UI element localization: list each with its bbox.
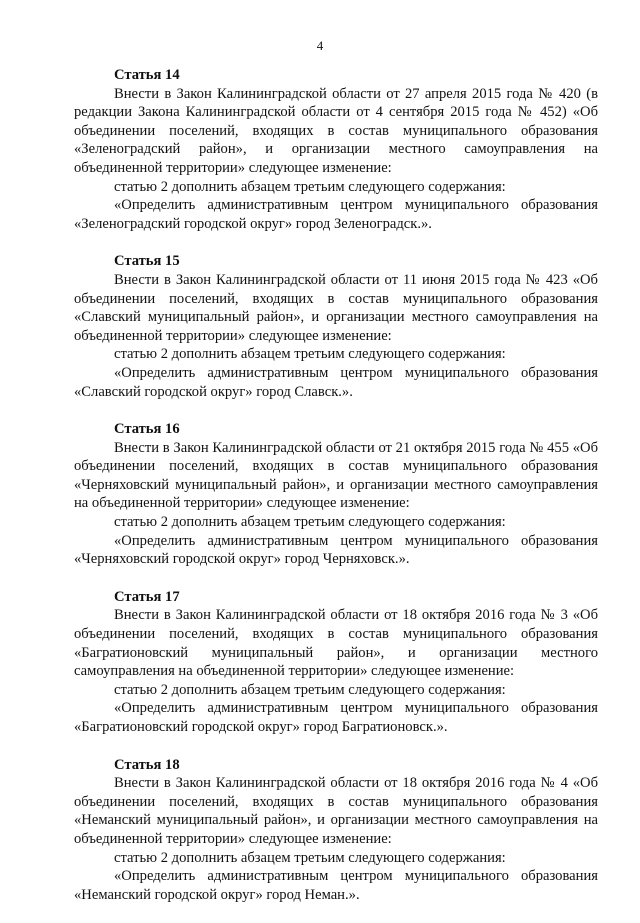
article-quote: «Определить административным центром муниципального образования «Зеленоградский городской округ» город Зеленоградск.». [74, 197, 598, 232]
article-instruction: статью 2 дополнить абзацем третьим следующего содержания: [114, 514, 506, 531]
article-title: Статья 17 [114, 588, 180, 605]
article-instruction: статью 2 дополнить абзацем третьим следующего содержания: [114, 681, 506, 698]
article-16 [74, 420, 598, 569]
article-quote: «Определить административным центром муниципального образования «Славский городской округ» город Славск.». [74, 364, 598, 400]
article-instruction: статью 2 дополнить абзацем третьим следующего содержания: [114, 346, 506, 363]
article-18 [74, 756, 598, 905]
document-body [74, 66, 598, 923]
page-number: 4 [316, 38, 324, 53]
article-body: Внести в Закон Калининградской области от 11 июня 2015 года № 423 «Об объединении поселений, входящих в состав муниципального образования «Славский муниципальный район», и организации местного самоуправления на объединенной территории» следующее изменение: [74, 271, 598, 344]
article-17 [74, 588, 598, 737]
article-title: Статья 15 [114, 253, 180, 270]
article-body: Внести в Закон Калининградской области от 18 октября 2016 года № 3 «Об объединении поселений, входящих в состав муниципального образования «Багратионовский муниципальный район», и организации местного самоуправления на объединенной территории» следующее изменение: [74, 607, 598, 680]
article-14 [74, 66, 598, 233]
article-body: Внести в Закон Калининградской области от 18 октября 2016 года № 4 «Об объединении поселений, входящих в состав муниципального образования «Неманский муниципальный район», и организации местного самоуправления на объединенной территории» следующее изменение: [74, 775, 598, 847]
article-instruction: статью 2 дополнить абзацем третьим следующего содержания: [114, 849, 506, 866]
article-instruction: статью 2 дополнить абзацем третьим следующего содержания: [114, 178, 506, 195]
article-quote: «Определить административным центром муниципального образования «Багратионовский городской округ» город Багратионовск.». [74, 700, 598, 735]
article-title: Статья 16 [114, 421, 180, 438]
article-title: Статья 14 [114, 67, 180, 83]
article-body: Внести в Закон Калининградской области от 27 апреля 2015 года № 420 (в редакции Закона Калининградской области от 4 сентября 2015 года № 452) «Об объединении поселений, входящих в состав муниципального образования «Зеленоградский район», и организации местного самоуправления на объединенной территории» следующее изменение: [74, 85, 598, 176]
article-body: Внести в Закон Калининградской области от 21 октября 2015 года № 455 «Об объединении поселений, входящих в состав муниципального образования «Черняховский муниципальный район», и организации местного самоуправления на объединенной территории» следующее изменение: [74, 439, 598, 512]
article-title: Статья 18 [114, 756, 180, 773]
article-quote: «Определить административным центром муниципального образования «Неманский городской округ» город Неман.». [74, 868, 598, 903]
article-quote: «Определить административным центром муниципального образования «Черняховский городской округ» город Черняховск.». [74, 532, 598, 568]
article-15 [74, 252, 598, 401]
